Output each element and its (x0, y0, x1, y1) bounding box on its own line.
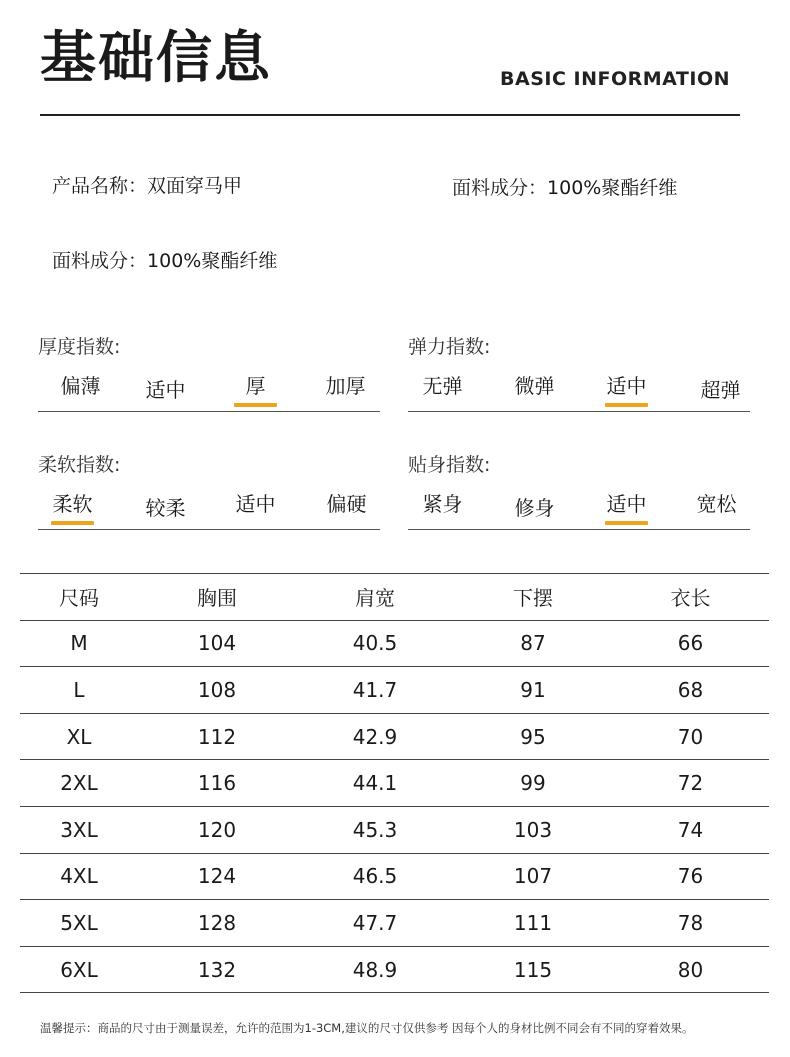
table-cell: 87 (520, 631, 546, 656)
page-subtitle: BASIC INFORMATION (500, 68, 730, 90)
table-header-cell: 衣长 (670, 586, 711, 611)
rating-options (38, 489, 380, 530)
table-cell: 46.5 (352, 864, 398, 889)
rating-option: 适中 (145, 378, 186, 402)
table-cell: 91 (520, 677, 546, 702)
table-cell: 66 (677, 631, 704, 656)
table-cell: 6XL (60, 957, 98, 982)
table-cell: 42.9 (352, 724, 398, 749)
title-divider (40, 114, 740, 116)
rating-option: 宽松 (696, 492, 737, 516)
rating-option: 偏硬 (326, 492, 367, 516)
rating-title: 弹力指数: (408, 336, 491, 358)
product-name-value: 双面穿马甲 (147, 175, 243, 197)
table-cell: 5XL (60, 910, 98, 935)
softness-rating (38, 449, 380, 530)
table-cell: 40.5 (352, 631, 398, 656)
table-header-cell: 尺码 (59, 586, 99, 611)
fabric-label: 面料成分： (452, 177, 548, 199)
rating-option: 偏薄 (60, 374, 101, 398)
table-cell: 124 (197, 864, 237, 889)
product-name-label: 产品名称： (52, 175, 148, 197)
table-cell: L (73, 677, 85, 702)
table-cell: 45.3 (352, 817, 398, 842)
size-table (20, 573, 769, 993)
table-cell: 111 (513, 910, 553, 935)
rating-options (408, 371, 750, 412)
table-row (20, 946, 769, 993)
table-cell: 68 (677, 677, 704, 702)
table-cell: 128 (197, 910, 237, 935)
rating-option: 较柔 (145, 496, 186, 520)
table-row (20, 760, 769, 807)
table-row (20, 806, 769, 853)
table-cell: 120 (197, 817, 237, 842)
rating-option-selected: 适中 (584, 489, 669, 525)
table-header-cell: 下摆 (513, 586, 553, 611)
table-row (20, 620, 769, 667)
table-cell: 95 (520, 724, 546, 749)
size-disclaimer: 温馨提示：商品的尺寸由于测量误差，允许的范围为1-3CM,建议的尺寸仅供参考 因每个人的身材比例不同会有不同的穿着效果。 (40, 1021, 694, 1035)
table-header-cell: 肩宽 (355, 586, 395, 611)
table-cell: 72 (677, 771, 704, 796)
rating-option: 微弹 (514, 374, 555, 398)
fabric-info-left (52, 246, 277, 273)
rating-option: 紧身 (422, 492, 463, 516)
table-cell: 41.7 (352, 677, 398, 702)
rating-title: 厚度指数: (38, 336, 121, 358)
table-cell: 104 (197, 631, 237, 656)
table-cell: 108 (197, 677, 237, 702)
table-cell: 99 (520, 771, 546, 796)
table-cell: 70 (677, 724, 704, 749)
table-row (20, 713, 769, 760)
table-cell: 44.1 (352, 771, 398, 796)
table-header-cell: 胸围 (197, 586, 237, 611)
table-cell: 47.7 (352, 910, 398, 935)
table-row (20, 900, 769, 947)
table-cell: 48.9 (352, 957, 398, 982)
table-cell: 132 (197, 957, 237, 982)
table-cell: M (70, 631, 88, 656)
rating-option: 修身 (514, 496, 555, 520)
rating-title: 柔软指数: (38, 454, 121, 476)
table-row (20, 853, 769, 900)
table-row (20, 667, 769, 714)
rating-option: 无弹 (422, 374, 463, 398)
table-cell: 4XL (60, 864, 98, 889)
table-cell: 3XL (60, 817, 98, 842)
thickness-rating (38, 331, 380, 412)
table-cell: 116 (197, 771, 237, 796)
fabric-value: 100%聚酯纤维 (547, 177, 678, 199)
table-cell: XL (66, 724, 92, 749)
table-cell: 112 (197, 724, 237, 749)
rating-option-selected: 适中 (584, 371, 669, 407)
fit-rating (408, 449, 750, 530)
elasticity-rating (408, 331, 750, 412)
table-cell: 103 (513, 817, 553, 842)
rating-options (408, 489, 750, 530)
table-cell: 2XL (60, 771, 98, 796)
rating-title: 贴身指数: (408, 454, 491, 476)
fabric-label: 面料成分： (52, 250, 148, 272)
product-name-info (52, 171, 242, 198)
table-cell: 76 (677, 864, 704, 889)
page-title: 基础信息 (40, 26, 272, 91)
table-cell: 80 (677, 957, 704, 982)
table-cell: 107 (513, 864, 553, 889)
table-cell: 74 (677, 817, 704, 842)
rating-option: 适中 (235, 492, 276, 516)
rating-option-selected: 厚 (213, 371, 298, 407)
table-header-row (20, 574, 769, 621)
table-cell: 78 (677, 910, 704, 935)
fabric-value: 100%聚酯纤维 (147, 250, 278, 272)
fabric-info-right (452, 173, 677, 200)
rating-option: 超弹 (700, 378, 741, 402)
rating-option-selected: 柔软 (30, 489, 115, 525)
table-cell: 115 (513, 957, 553, 982)
rating-option: 加厚 (325, 374, 366, 398)
rating-options (38, 371, 380, 412)
